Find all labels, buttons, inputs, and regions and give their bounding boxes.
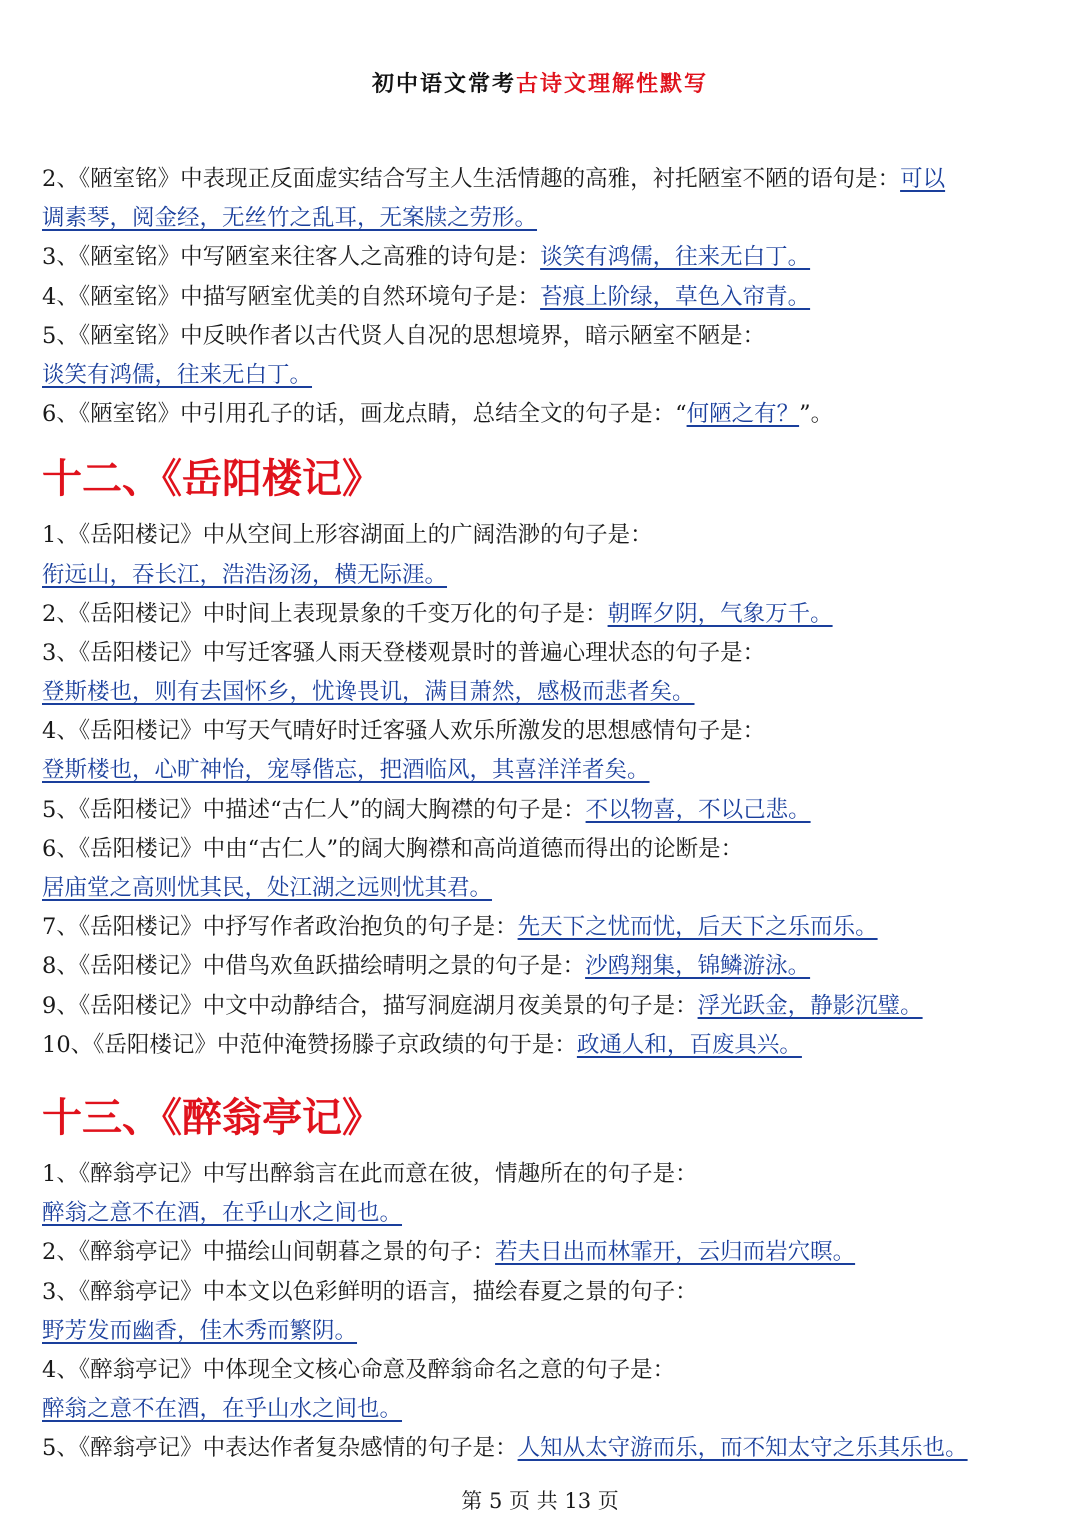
item-4-answer (42, 751, 1042, 790)
item-6-answer (42, 869, 1042, 908)
section-heading-yueyanglou: 十二、《岳阳楼记》 (42, 456, 382, 503)
question-text: 3、《岳阳楼记》中写迁客骚人雨天登楼观景时的普遍心理状态的句子是： (42, 639, 766, 666)
answer-text: 何陋之有？ (686, 401, 800, 428)
question-text: 3、《醉翁亭记》中本文以色彩鲜明的语言，描绘春夏之景的句子： (42, 1278, 698, 1305)
answer-text: 政通人和，百废具兴。 (576, 1031, 802, 1058)
answer-text: 野芳发而幽香，佳木秀而繁阴。 (42, 1317, 358, 1344)
item-1-answer (42, 1194, 1042, 1233)
question-text: 1、《岳阳楼记》中从空间上形容湖面上的广阔浩渺的句子是： (42, 522, 653, 549)
answer-text: 若夫日出而林霏开，云归而岩穴暝。 (495, 1239, 856, 1266)
section-heading-zuiwengting: 十三、《醉翁亭记》 (42, 1094, 382, 1141)
answer-text: 可以 (900, 166, 946, 192)
question-end: ”。 (799, 401, 834, 428)
page-footer: 第 5 页 共 13 页 (461, 1489, 619, 1513)
answer-text: 登斯楼也，心旷神怡，宠辱偕忘，把酒临风，其喜洋洋者矣。 (42, 757, 650, 784)
question-text: 5、《醉翁亭记》中表达作者复杂感情的句子是： (42, 1435, 518, 1462)
page-title (0, 40, 1080, 130)
item-4-answer (42, 1390, 1042, 1429)
item-6 (42, 395, 1042, 434)
question-text: 3、《陋室铭》中写陋室来往客人之高雅的诗句是： (42, 244, 541, 271)
question-text: 5、《陋室铭》中反映作者以古代贤人自况的思想境界，暗示陋室不陋是： (42, 322, 766, 349)
title-red-part: 古诗文理解性默写 (516, 72, 709, 97)
question-text: 6、《陋室铭》中引用孔子的话，画龙点睛，总结全文的句子是：“ (42, 401, 687, 428)
answer-text: 谈笑有鸿儒，往来无白丁。 (42, 361, 313, 388)
answer-text: 浮光跃金，静影沉璧。 (697, 992, 923, 1019)
item-10 (42, 1026, 1042, 1065)
item-9 (42, 987, 1042, 1026)
item-5 (42, 1429, 1042, 1468)
answer-text: 登斯楼也，则有去国怀乡，忧谗畏讥，满目萧然，感极而悲者矣。 (42, 679, 695, 706)
item-7 (42, 908, 1042, 947)
item-1-answer (42, 556, 1042, 595)
item-2 (42, 595, 1042, 634)
question-text: 2、《岳阳楼记》中时间上表现景象的千变万化的句子是： (42, 600, 608, 627)
item-4-question (42, 1351, 1042, 1390)
content (42, 160, 1042, 1468)
question-text: 5、《岳阳楼记》中描述“古仁人”的阔大胸襟的句子是： (42, 796, 586, 823)
answer-text: 谈笑有鸿儒，往来无白丁。 (540, 244, 811, 271)
item-2 (42, 1233, 1042, 1272)
item-3-answer (42, 1312, 1042, 1351)
item-5-answer (42, 356, 1042, 395)
item-1-question (42, 1155, 1042, 1194)
question-text: 1、《醉翁亭记》中写出醉翁言在此而意在彼，情趣所在的句子是： (42, 1160, 698, 1187)
question-text: 4、《醉翁亭记》中体现全文核心命意及醉翁命名之意的句子是： (42, 1356, 676, 1383)
title-black-part: 初中语文常考 (371, 72, 516, 97)
item-6-question (42, 830, 1042, 869)
item-2-question (42, 160, 1042, 199)
item-3 (42, 238, 1042, 277)
answer-text: 苔痕上阶绿，草色入帘青。 (540, 283, 811, 310)
item-4 (42, 278, 1042, 317)
answer-text: 不以物喜，不以己悲。 (585, 796, 811, 823)
question-text: 7、《岳阳楼记》中抒写作者政治抱负的句子是： (42, 914, 518, 941)
question-text: 10、《岳阳楼记》中范仲淹赞扬滕子京政绩的句于是： (42, 1031, 577, 1058)
answer-text: 居庙堂之高则忧其民，处江湖之远则忧其君。 (42, 875, 493, 901)
question-text: 6、《岳阳楼记》中由“古仁人”的阔大胸襟和高尚道德而得出的论断是： (42, 835, 744, 862)
item-8 (42, 947, 1042, 986)
question-text: 2、《陋室铭》中表现正反面虚实结合写主人生活情趣的高雅，衬托陋室不陋的语句是： (42, 166, 901, 192)
item-3-answer (42, 673, 1042, 712)
item-5-question (42, 317, 1042, 356)
item-2-answer (42, 199, 1042, 238)
answer-text: 朝晖夕阴，气象万千。 (607, 600, 833, 627)
question-text: 4、《陋室铭》中描写陋室优美的自然环境句子是： (42, 283, 541, 310)
question-text: 8、《岳阳楼记》中借鸟欢鱼跃描绘晴明之景的句子是： (42, 953, 586, 980)
item-3-question (42, 634, 1042, 673)
question-text: 9、《岳阳楼记》中文中动静结合，描写洞庭湖月夜美景的句子是： (42, 992, 698, 1019)
answer-text: 人知从太守游而乐，而不知太守之乐其乐也。 (517, 1435, 968, 1462)
item-5 (42, 791, 1042, 830)
answer-text: 调素琴，阅金经，无丝竹之乱耳，无案牍之劳形。 (42, 205, 538, 232)
answer-text: 醉翁之意不在酒，在乎山水之间也。 (42, 1396, 403, 1423)
question-text: 2、《醉翁亭记》中描绘山间朝暮之景的句子： (42, 1239, 496, 1266)
answer-text: 衔远山，吞长江，浩浩汤汤，横无际涯。 (42, 561, 448, 588)
question-text: 4、《岳阳楼记》中写天气晴好时迁客骚人欢乐所激发的思想感情句子是： (42, 718, 766, 745)
answer-text: 先天下之忧而忧，后天下之乐而乐。 (517, 914, 878, 941)
answer-text: 沙鸥翔集，锦鳞游泳。 (585, 953, 811, 980)
item-4-question (42, 712, 1042, 751)
item-1-question (42, 516, 1042, 555)
item-3-question (42, 1273, 1042, 1312)
answer-text: 醉翁之意不在酒，在乎山水之间也。 (42, 1200, 403, 1227)
